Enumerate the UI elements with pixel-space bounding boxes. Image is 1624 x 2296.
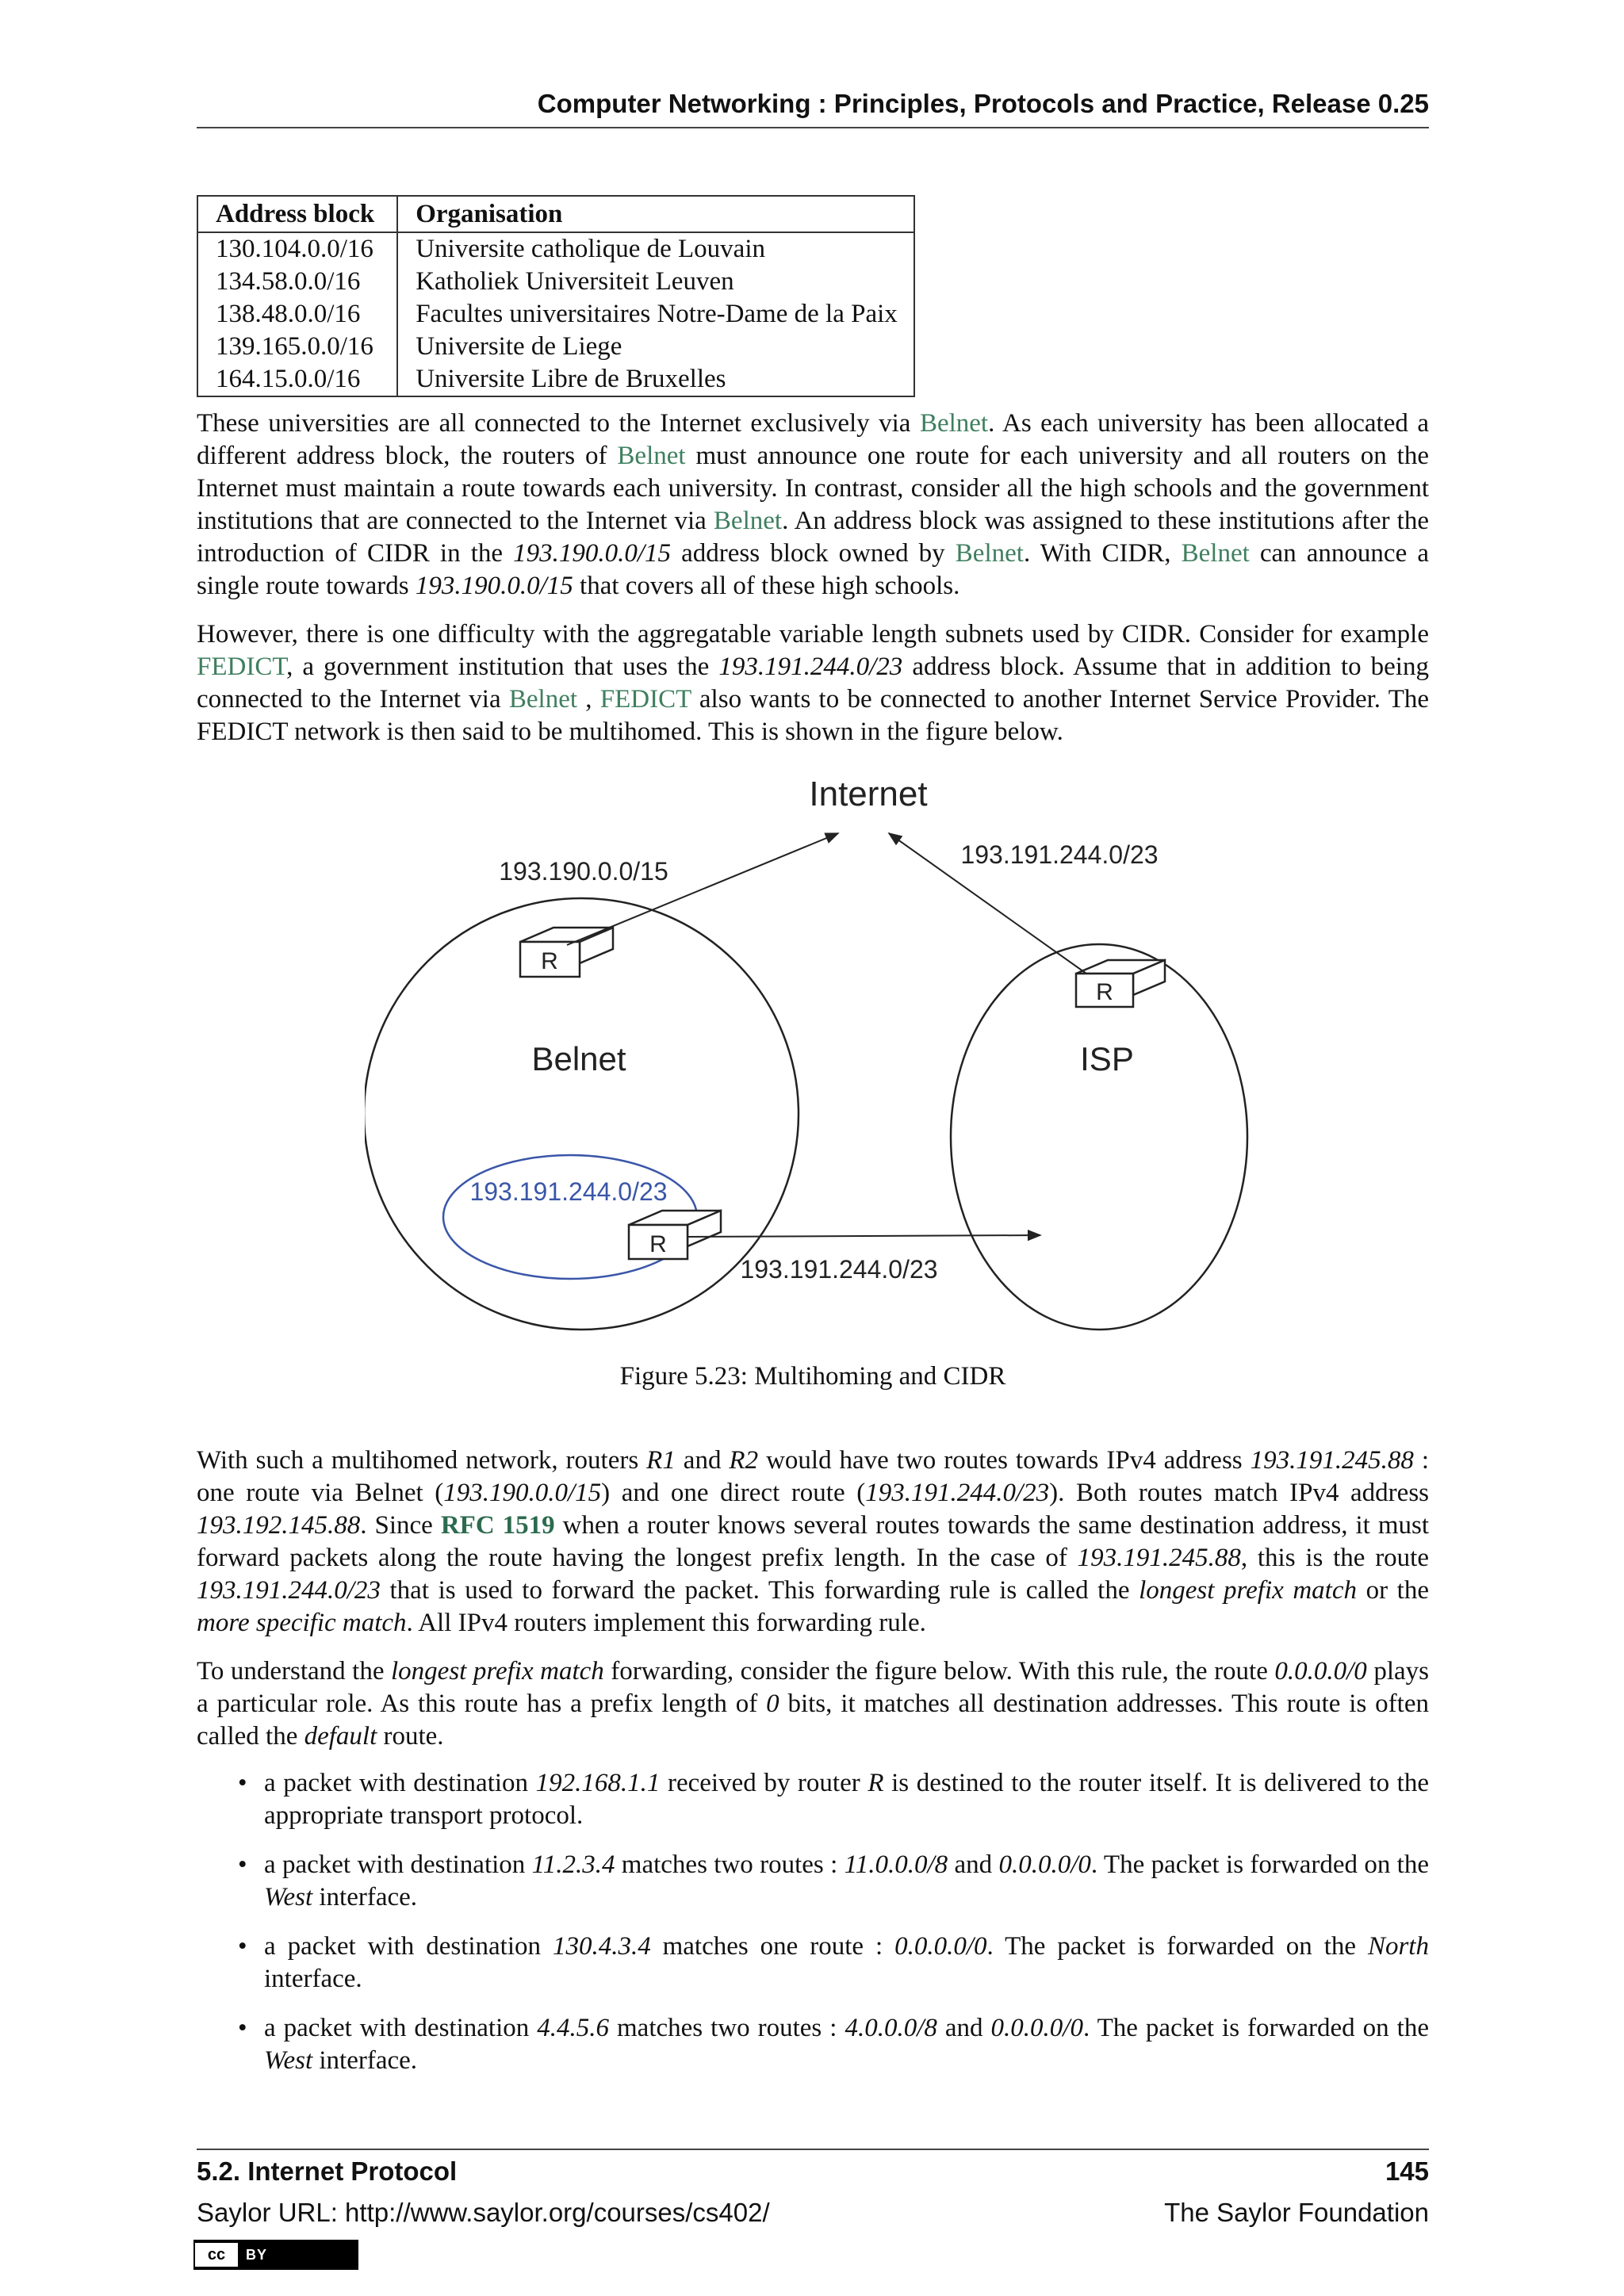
isp-label: ISP	[1080, 1040, 1134, 1077]
internet-label: Internet	[809, 775, 928, 813]
cc-by-license-badge	[193, 2240, 358, 2270]
fedict-link[interactable]: FEDICT	[599, 685, 691, 714]
isp-prefix-label: 193.191.244.0/23	[960, 840, 1159, 869]
table-header-row	[197, 196, 914, 232]
router-label: R	[649, 1231, 667, 1257]
belnet-link[interactable]: Belnet	[617, 442, 686, 470]
header-divider	[197, 127, 1429, 128]
page-number: 145	[1385, 2156, 1429, 2186]
router-label: R	[1096, 979, 1113, 1005]
table-cell: Universite de Liege	[416, 332, 622, 361]
table-cell: 130.104.0.0/16	[197, 232, 397, 266]
paragraph-fedict: However, there is one difficulty with the aggregatable variable length subnets used by CIDR. Consider for example FEDICT, a government institution that uses the 193.191.244.0/23 address block. Assume that in addition to being connected to the Internet via Belnet , FEDICT also wants to be connected to another Internet Service Provider. The FEDICT network is then said to be multihomed. This is shown in the figure below.	[197, 620, 1430, 746]
footer-divider	[197, 2149, 1429, 2150]
table-cell: Katholiek Universiteit Leuven	[416, 267, 734, 296]
table-row	[197, 331, 914, 363]
table-row	[197, 232, 914, 266]
table-cell: Universite Libre de Bruxelles	[416, 365, 726, 393]
saylor-url: Saylor URL: http://www.saylor.org/courses/cs402/	[197, 2198, 770, 2227]
saylor-foundation: The Saylor Foundation	[1164, 2198, 1429, 2227]
belnet-link[interactable]: Belnet	[955, 539, 1024, 568]
paragraph-longest-prefix: With such a multihomed network, routers R1 and R2 would have two routes towards IPv4 address 193.191.245.88 : one route via Belnet (193.190.0.0/15) and one direct route (193.191.244.0/23). Both routes match IPv4 address 193.192.145.88. Since RFC 1519 when a router knows several routes towards the same destination address, it must forward packets along the route having the longest prefix length. In the case of 193.191.245.88, this is the route 193.191.244.0/23 that is used to forward the packet. This forwarding rule is called the longest prefix match or the more specific match. All IPv4 routers implement this forwarding rule.	[197, 1446, 1430, 1637]
table-cell: 134.58.0.0/16	[197, 266, 397, 298]
list-item: • a packet with destination 11.2.3.4 matches two routes : 11.0.0.0/8 and 0.0.0.0/0. The packet is forwarded on the West interface.	[238, 1850, 1429, 1911]
fedict-link[interactable]: FEDICT	[197, 652, 287, 681]
belnet-label: Belnet	[531, 1040, 626, 1077]
belnet-to-internet-arrow	[567, 833, 838, 945]
table-row	[197, 266, 914, 298]
fedict-router	[629, 1211, 721, 1259]
multihoming-diagram	[365, 769, 1277, 1340]
section-title: 5.2. Internet Protocol	[197, 2156, 458, 2186]
paragraph-belnet: These universities are all connected to the Internet exclusively via Belnet. As each university has been allocated a different address block, the routers of Belnet must announce one route for each university and all routers on the Internet must maintain a route towards each university. In contrast, consider all the high schools and the government institutions that are connected to the Internet via Belnet. An address block was assigned to these institutions after the introduction of CIDR in the 193.190.0.0/15 address block owned by Belnet. With CIDR, Belnet can announce a single route towards 193.190.0.0/15 that covers all of these high schools.	[197, 409, 1430, 600]
table-cell: Facultes universitaires Notre-Dame de la Paix	[416, 300, 898, 328]
table-row	[197, 363, 914, 396]
cc-icon: cc	[195, 2243, 239, 2267]
bullet-icon: •	[238, 1932, 247, 1961]
table-row	[197, 298, 914, 331]
isp-router	[1076, 960, 1165, 1007]
bullet-icon: •	[238, 1769, 247, 1797]
belnet-prefix-label: 193.190.0.0/15	[499, 857, 668, 886]
table-cell: 139.165.0.0/16	[197, 331, 397, 363]
table-cell: 138.48.0.0/16	[197, 298, 397, 331]
column-header: Address block	[197, 196, 397, 232]
rfc-1519-link[interactable]: RFC 1519	[440, 1511, 555, 1540]
belnet-link[interactable]: Belnet	[1181, 539, 1250, 568]
column-header: Organisation	[397, 196, 914, 232]
bullet-icon: •	[238, 1850, 247, 1879]
link-prefix-label: 193.191.244.0/23	[740, 1255, 938, 1284]
fedict-to-isp-arrow	[688, 1235, 1040, 1237]
figure-caption: Figure 5.23: Multihoming and CIDR	[619, 1362, 1006, 1391]
forwarding-examples-list	[197, 1767, 1429, 2094]
list-item: • a packet with destination 130.4.3.4 matches one route : 0.0.0.0/0. The packet is forwarded on the North interface.	[238, 1932, 1429, 1993]
paragraph-default-route: To understand the longest prefix match forwarding, consider the figure below. With this rule, the route 0.0.0.0/0 plays a particular role. As this route has a prefix length of 0 bits, it matches all destination addresses. This route is often called the default route.	[197, 1657, 1429, 1751]
table-cell: 164.15.0.0/16	[197, 363, 397, 396]
list-item: • a packet with destination 192.168.1.1 received by router R is destined to the router itself. It is delivered to the appropriate transport protocol.	[238, 1769, 1429, 1830]
table-cell: Universite catholique de Louvain	[416, 235, 765, 263]
running-header: Computer Networking : Principles, Protocols and Practice, Release 0.25	[537, 89, 1429, 118]
fedict-prefix-label: 193.191.244.0/23	[469, 1177, 668, 1206]
bullet-icon: •	[238, 2014, 247, 2042]
belnet-link[interactable]: Belnet	[919, 409, 989, 438]
belnet-router	[520, 928, 613, 977]
address-block-table	[197, 195, 915, 397]
belnet-link[interactable]: Belnet	[508, 685, 578, 714]
list-item: • a packet with destination 4.4.5.6 matches two routes : 4.0.0.0/8 and 0.0.0.0/0. The packet is forwarded on the West interface.	[238, 2014, 1429, 2075]
by-icon: BY	[246, 2246, 268, 2263]
router-label: R	[541, 948, 558, 974]
belnet-link[interactable]: Belnet	[713, 507, 783, 535]
